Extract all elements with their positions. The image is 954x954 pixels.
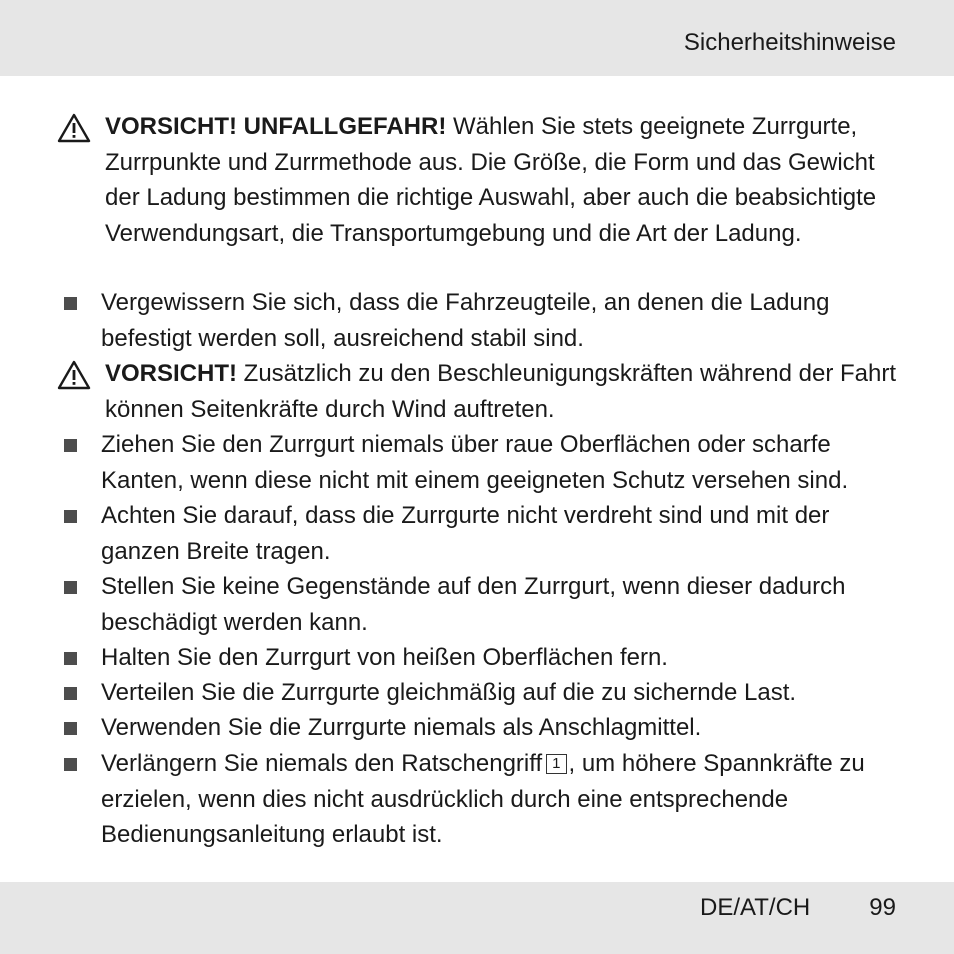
square-bullet-icon bbox=[64, 581, 77, 594]
part-reference-number: 1 bbox=[546, 754, 566, 774]
square-bullet-icon bbox=[64, 439, 77, 452]
warning-text bbox=[105, 109, 905, 251]
square-bullet-icon bbox=[64, 722, 77, 735]
square-bullet-icon bbox=[64, 652, 77, 665]
warning-text bbox=[105, 356, 905, 427]
square-bullet-icon bbox=[64, 758, 77, 771]
warning-label: VORSICHT! UNFALLGEFAHR! bbox=[105, 113, 447, 140]
list-item-text: Halten Sie den Zurrgurt von heißen Oberflächen fern. bbox=[101, 644, 668, 671]
square-bullet-icon bbox=[64, 510, 77, 523]
warning-body: Zusätzlich zu den Beschleunigungskräften während der Fahrt können Seitenkräfte durch Wind auftreten. bbox=[105, 360, 897, 423]
text-after-ref: , um höhere Spannkräfte zu erzielen, wenn dies nicht ausdrücklich durch eine entsprechende Bedienungsanleitung erlaubt ist. bbox=[101, 750, 865, 848]
warning-label: VORSICHT! bbox=[105, 360, 237, 387]
list-item-text: Verwenden Sie die Zurrgurte niemals als Anschlagmittel. bbox=[101, 714, 702, 741]
section-title: Sicherheitshinweise bbox=[683, 29, 896, 56]
text-before-ref: Verlängern Sie niemals den Ratschengriff bbox=[101, 750, 543, 777]
language-region-label: DE/AT/CH bbox=[700, 894, 811, 921]
list-item-text: Ziehen Sie den Zurrgurt niemals über raue Oberflächen oder scharfe Kanten, wenn diese nicht mit einem geeigneten Schutz versehen sind. bbox=[101, 431, 849, 494]
warning-triangle-icon bbox=[57, 360, 91, 390]
list-item-text: Stellen Sie keine Gegenstände auf den Zurrgurt, wenn dieser dadurch beschädigt werden kann. bbox=[101, 573, 846, 636]
square-bullet-icon bbox=[64, 687, 77, 700]
warning-triangle-icon bbox=[57, 113, 91, 143]
warning-body: Wählen Sie stets geeignete Zurrgurte, Zurrpunkte und Zurrmethode aus. Die Größe, die Form und das Gewicht der Ladung bestimmen die richtige Auswahl, aber auch die beabsichtigte Verwendungsart, die Transportumgebung und die Art der Ladung. bbox=[105, 113, 877, 247]
header-band bbox=[0, 0, 954, 76]
list-item-text: Vergewissern Sie sich, dass die Fahrzeugteile, an denen die Ladung befestigt werden soll, ausreichend stabil sind. bbox=[101, 289, 830, 352]
list-item-text bbox=[101, 746, 901, 853]
page-number: 99 bbox=[869, 894, 896, 921]
list-item-text: Achten Sie darauf, dass die Zurrgurte nicht verdreht sind und mit der ganzen Breite tragen. bbox=[101, 502, 830, 565]
list-item-text: Verteilen Sie die Zurrgurte gleichmäßig auf die zu sichernde Last. bbox=[101, 679, 797, 706]
square-bullet-icon bbox=[64, 297, 77, 310]
footer-band bbox=[0, 882, 954, 954]
